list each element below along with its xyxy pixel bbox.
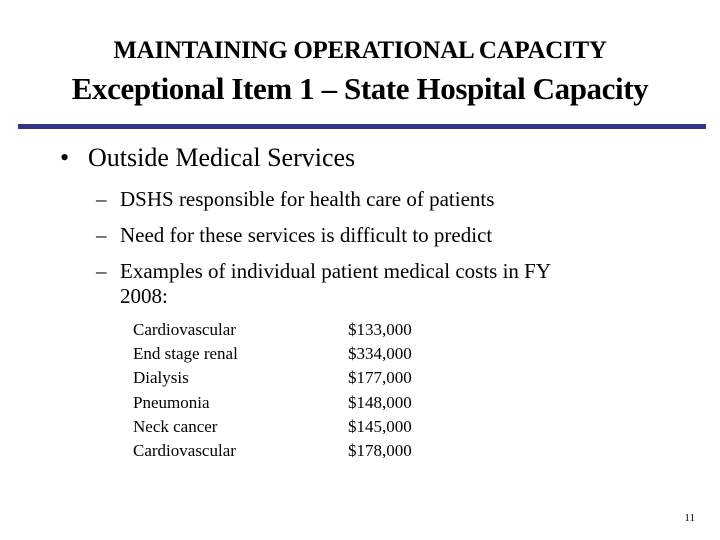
cost-condition: Cardiovascular xyxy=(133,320,236,339)
dash-icon: – xyxy=(96,259,107,283)
cost-condition: Dialysis xyxy=(133,368,189,388)
sub-bullet-text: Need for these services is difficult to predict xyxy=(120,223,493,247)
cost-row xyxy=(133,415,468,439)
cost-condition: Cardiovascular xyxy=(133,441,236,461)
sub-bullet xyxy=(96,259,551,309)
sub-bullet xyxy=(96,223,492,248)
main-bullet xyxy=(60,142,355,174)
cost-amount: $133,000 xyxy=(348,320,412,339)
sub-bullet xyxy=(96,187,494,212)
cost-condition: Pneumonia xyxy=(133,392,210,412)
cost-row xyxy=(133,342,468,366)
cost-condition: End stage renal xyxy=(133,344,238,364)
dash-icon: – xyxy=(96,223,107,247)
cost-row xyxy=(133,366,468,390)
cost-amount: $177,000 xyxy=(348,368,412,388)
sub-bullet-text: Examples of individual patient medical costs in FY xyxy=(120,259,552,283)
cost-amount: $148,000 xyxy=(348,392,412,412)
sub-bullet-text: DSHS responsible for health care of patients xyxy=(120,187,495,211)
slide-title: Exceptional Item 1 – State Hospital Capacity xyxy=(71,71,649,106)
page-number: 11 xyxy=(684,512,695,524)
main-bullet-text: Outside Medical Services xyxy=(88,143,356,172)
bullet-icon: • xyxy=(60,143,70,172)
cost-amount: $178,000 xyxy=(348,441,412,461)
slide-supertitle: MAINTAINING OPERATIONAL CAPACITY xyxy=(113,37,607,64)
cost-amount: $145,000 xyxy=(348,416,412,436)
sub-bullet-continuation: 2008: xyxy=(120,284,168,308)
cost-condition: Neck cancer xyxy=(133,416,218,436)
dash-icon: – xyxy=(96,187,107,211)
cost-row xyxy=(133,391,468,415)
cost-row xyxy=(133,439,468,463)
cost-row xyxy=(133,318,468,342)
title-divider xyxy=(18,124,706,129)
cost-amount: $334,000 xyxy=(348,344,412,364)
cost-table xyxy=(133,318,468,463)
